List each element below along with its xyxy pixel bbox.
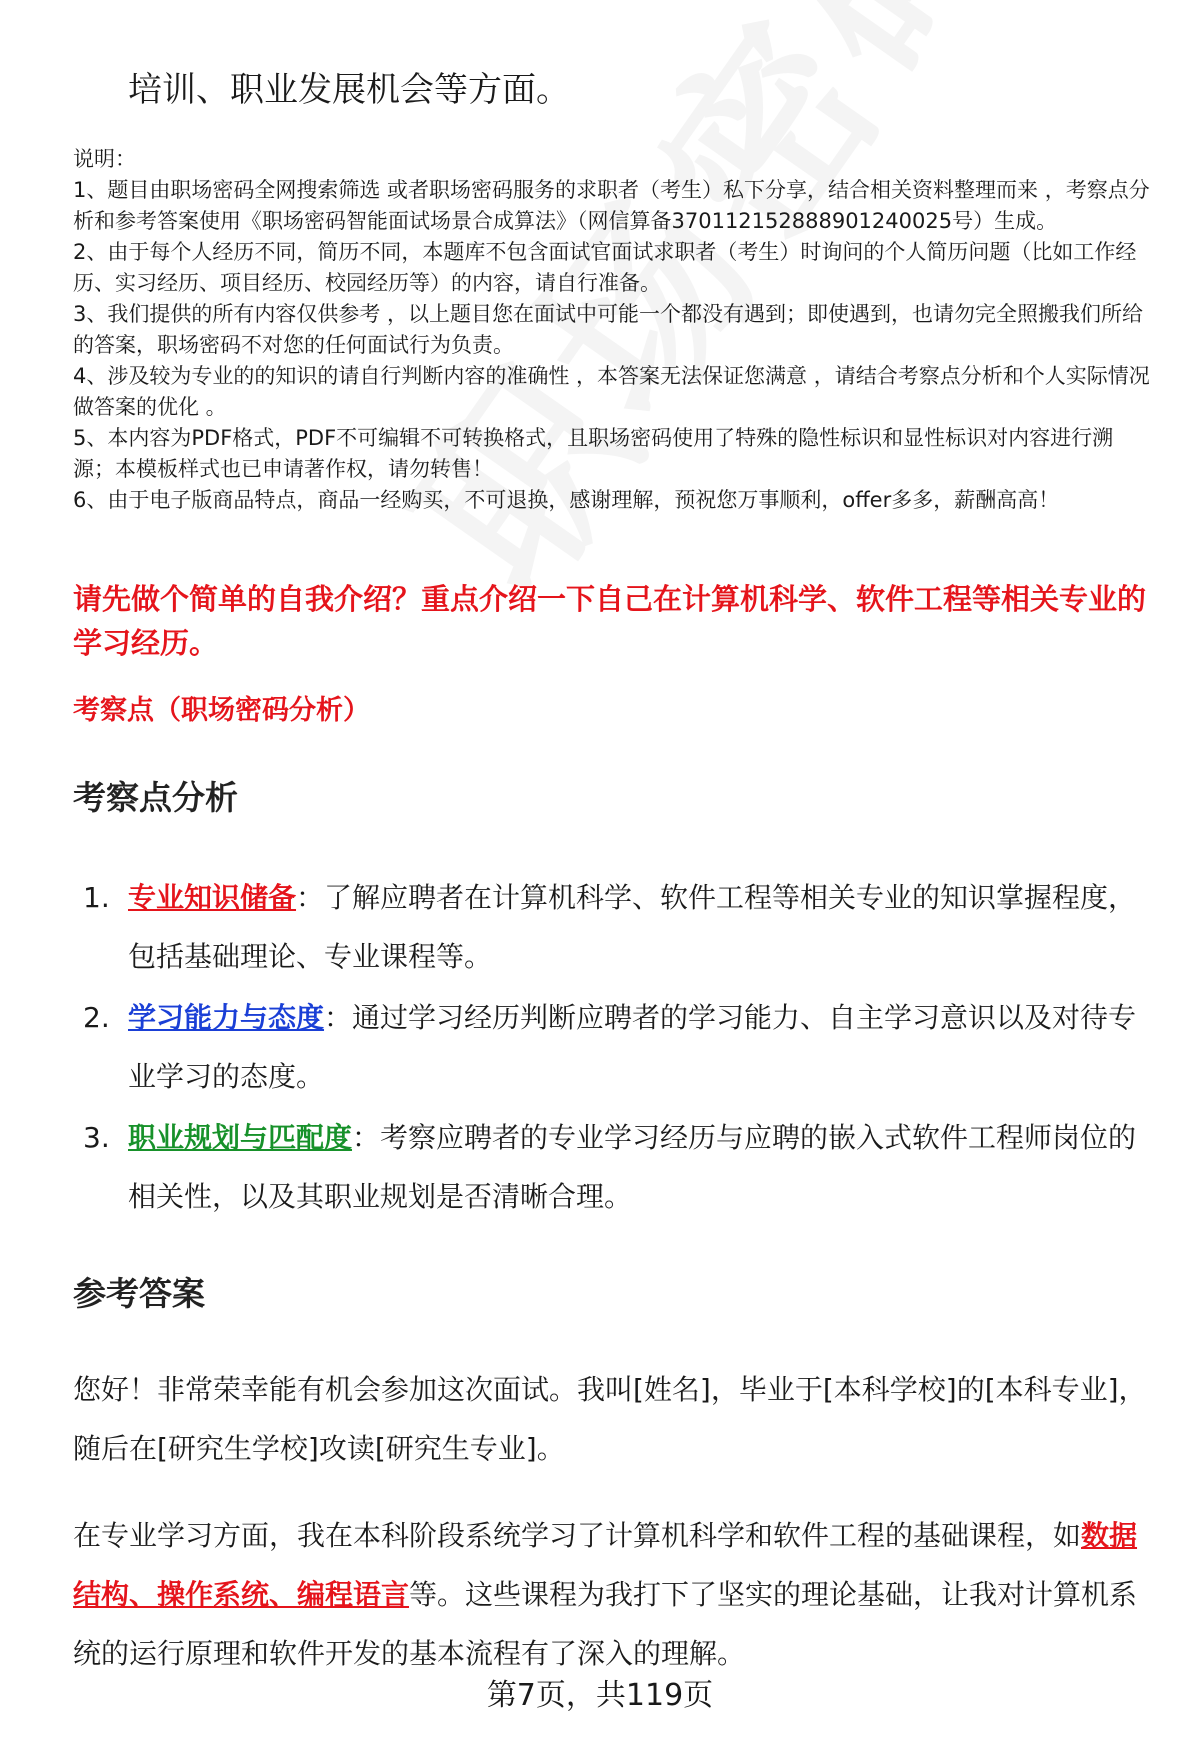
- page-number: 第7页，共119页: [486, 1678, 714, 1713]
- term-career-planning: 职业规划与匹配度: [128, 1121, 353, 1154]
- term-professional-knowledge: 专业知识储备: [128, 881, 297, 914]
- answer-highlight: 数据结构、操作系统、编程语言: [73, 1519, 1138, 1611]
- list-number: 1.: [83, 881, 110, 914]
- analysis-list: [73, 868, 1153, 1228]
- note-item: 3、我们提供的所有内容仅供参考 ，以上题目您在面试中可能一个都没有遇到；即使遇到，也请勿完全照搬我们所给的答案，职场密码不对您的任何面试行为负责。: [73, 302, 1144, 357]
- note-item: 4、涉及较为专业的的知识的请自行判断内容的准确性 ，本答案无法保证您满意 ，请结合考察点分析和个人实际情况做答案的优化 。: [73, 364, 1150, 419]
- list-number: 3.: [83, 1121, 110, 1154]
- term-learning-ability: 学习能力与态度: [128, 1001, 325, 1034]
- list-item-text: ：了解应聘者在计算机科学、软件工程等相关专业的知识掌握程度，包括基础理论、专业课程等。: [128, 881, 1137, 973]
- answer-paragraph-2: [73, 1506, 1153, 1683]
- list-item: [73, 988, 1153, 1106]
- list-item: [73, 1108, 1153, 1226]
- list-item: [73, 868, 1153, 986]
- note-item: 1、题目由职场密码全网搜索筛选 或者职场密码服务的求职者（考生）私下分享，结合相关资料整理而来 ，考察点分析和参考答案使用《职场密码智能面试场景合成算法》（网信算备370112152888901240025号）生成。: [73, 178, 1150, 233]
- notes-section: [73, 144, 1153, 516]
- note-item: 6、由于电子版商品特点，商品一经购买，不可退换，感谢理解，预祝您万事顺利，offer多多，薪酬高高！: [73, 488, 1060, 512]
- answer-paragraph-1: 您好！非常荣幸能有机会参加这次面试。我叫[姓名]，毕业于[本科学校]的[本科专业]，随后在[研究生学校]攻读[研究生专业]。: [73, 1373, 1147, 1465]
- note-item: 5、本内容为PDF格式，PDF不可编辑不可转换格式，且职场密码使用了特殊的隐性标识和显性标识对内容进行溯源；本模板样式也已申请著作权，请勿转售！: [73, 426, 1114, 481]
- continued-text: 培训、职业发展机会等方面。: [128, 70, 570, 110]
- note-item: 2、由于每个人经历不同，简历不同，本题库不包含面试官面试求职者（考生）时询问的个人简历问题（比如工作经历、实习经历、项目经历、校园经历等）的内容，请自行准备。: [73, 240, 1137, 295]
- answer-heading: 参考答案: [73, 1274, 205, 1313]
- list-item-text: ：通过学习经历判断应聘者的学习能力、自主学习意识以及对待专业学习的态度。: [128, 1001, 1137, 1093]
- interview-question: 请先做个简单的自我介绍？重点介绍一下自己在计算机科学、软件工程等相关专业的学习经历。: [73, 582, 1147, 660]
- answer-text: 等。这些课程为我打下了坚实的理论基础，让我对计算机系统的运行原理和软件开发的基本流程有了深入的理解。: [73, 1578, 1138, 1670]
- list-number: 2.: [83, 1001, 110, 1034]
- list-item-text: ：考察应聘者的专业学习经历与应聘的嵌入式软件工程师岗位的相关性，以及其职业规划是否清晰合理。: [128, 1121, 1137, 1213]
- analysis-label: 考察点（职场密码分析）: [73, 695, 370, 726]
- analysis-heading: 考察点分析: [73, 778, 238, 817]
- answer-text: 在专业学习方面，我在本科阶段系统学习了计算机科学和软件工程的基础课程，如: [73, 1519, 1082, 1552]
- notes-title: 说明：: [73, 147, 136, 171]
